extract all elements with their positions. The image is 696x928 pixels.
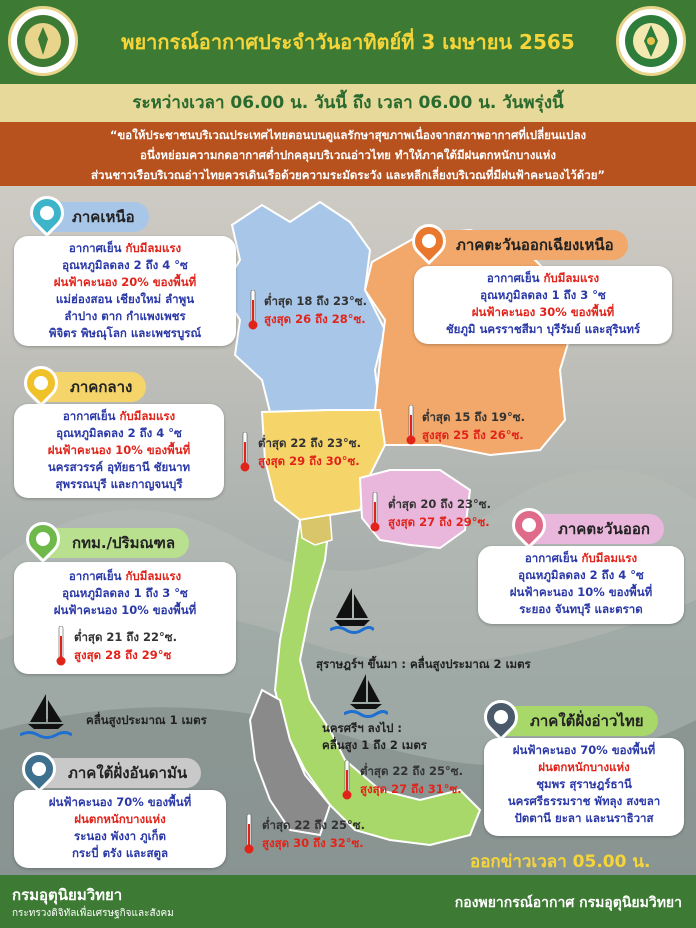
south-andaman-temp-high: สูงสุด 30 ถึง 32°ซ. [262, 836, 364, 850]
south-andaman-rain: ฝนฟ้าคะนอง 70% ของพื้นที่ [48, 795, 192, 809]
northeast-temps [422, 408, 525, 444]
north-temp-high: สูงสุด 26 ถึง 28°ซ. [264, 312, 366, 326]
advisory-notice [0, 122, 696, 186]
region-name: ภาคใต้ฝั่งอ่าวไทย [530, 712, 644, 730]
ministry-logo [8, 6, 78, 76]
thermometer-icon [406, 405, 416, 445]
northeast-temp-drop: อุณหภูมิลดลง 1 ถึง 3 °ซ [480, 288, 606, 302]
region-name: ภาคใต้ฝั่งอันดามัน [68, 764, 188, 782]
sea-gulf-lower [322, 720, 427, 754]
south-gulf-temps [360, 762, 463, 798]
south-gulf-temp-high: สูงสุด 27 ถึง 31°ซ. [360, 782, 462, 796]
south-gulf-provinces: ชุมพร สุราษฎร์ธานี [536, 777, 632, 791]
north-rain: ฝนฟ้าคะนอง 20% ของพื้นที่ [53, 275, 197, 289]
north-cold: อากาศเย็น [68, 241, 122, 255]
thermometer-icon [342, 760, 352, 800]
north-provinces: แม่ฮ่องสอน เชียงใหม่ ลำพูน [55, 292, 195, 306]
north-provinces: ลำปาง ตาก กำแพงเพชร [64, 309, 186, 323]
central-cold: อากาศเย็น [62, 409, 116, 423]
north-provinces: พิจิตร พิษณุโลก และเพชรบูรณ์ [48, 326, 202, 340]
footer-division: กองพยากรณ์อากาศ กรมอุตุนิยมวิทยา [454, 895, 682, 911]
region-name: ภาคตะวันออก [558, 520, 650, 538]
region-name: ภาคตะวันออกเฉียงเหนือ [456, 236, 614, 254]
northeast-wind: กับมีลมแรง [539, 271, 600, 285]
central-wind: กับมีลมแรง [115, 409, 176, 423]
north-card [14, 236, 236, 346]
sea-andaman: คลื่นสูงประมาณ 1 เมตร [86, 713, 207, 727]
advisory-line: “ขอให้ประชาชนบริเวณประเทศไทยตอนบนดูแลรักษาสุขภาพเนื่องจากสภาพอากาศที่เปลี่ยนแปลง [109, 128, 587, 142]
northeast-temp-high: สูงสุด 25 ถึง 26°ซ. [422, 428, 524, 442]
footer-org: กรมอุตุนิยมวิทยา [12, 886, 123, 904]
region-name: กทม./ปริมณฑล [72, 534, 176, 552]
central-temp-low: ต่ำสุด 22 ถึง 23°ซ. [258, 436, 361, 450]
ministry-emblem-icon [15, 13, 71, 69]
central-rain: ฝนฟ้าคะนอง 10% ของพื้นที่ [47, 443, 191, 457]
sea-gulf-upper: สุราษฎร์ฯ ขึ้นมา : คลื่นสูงประมาณ 2 เมตร [316, 657, 531, 671]
east-temps [388, 495, 491, 531]
sea-gulf-lower-label: นครศรีฯ ลงไป : [322, 721, 403, 735]
south-andaman-card [14, 790, 226, 868]
northeast-provinces: ชัยภูมิ นครราชสีมา บุรีรัมย์ และสุรินทร์ [445, 322, 641, 336]
sea-gulf-lower-wave: คลื่นสูง 1 ถึง 2 เมตร [322, 738, 427, 752]
south-andaman-provinces: กระบี่ ตรัง และสตูล [71, 846, 169, 860]
east-cold: อากาศเย็น [524, 551, 578, 565]
central-temps [258, 434, 361, 470]
thermometer-icon [244, 814, 254, 854]
sailboat-icon [20, 692, 72, 740]
tmd-emblem-icon [623, 13, 679, 69]
east-temp-low: ต่ำสุด 20 ถึง 23°ซ. [388, 497, 491, 511]
tmd-logo [616, 6, 686, 76]
east-card [478, 546, 684, 624]
region-name: ภาคเหนือ [72, 208, 135, 226]
footer-bar [0, 875, 696, 928]
advisory-line: ส่วนชาวเรือบริเวณอ่าวไทยควรเดินเรือด้วยความระมัดระวัง และหลีกเลี่ยงบริเวณที่มีฝนฟ้าคะนองไว้ด้วย” [91, 168, 605, 182]
northeast-card [414, 266, 672, 344]
south-andaman-temps [262, 816, 365, 852]
bangkok-temp-low: ต่ำสุด 21 ถึง 22°ซ. [74, 630, 177, 644]
bangkok-rain: ฝนฟ้าคะนอง 10% ของพื้นที่ [53, 603, 197, 617]
south-gulf-card [484, 738, 684, 836]
bangkok-temp-drop: อุณหภูมิลดลง 1 ถึง 3 °ซ [62, 586, 188, 600]
south-andaman-heavy-rain: ฝนตกหนักบางแห่ง [74, 812, 166, 826]
thermometer-icon [248, 290, 258, 330]
south-gulf-provinces: นครศรีธรรมราช พัทลุง สงขลา [507, 794, 661, 808]
central-card [14, 404, 224, 498]
sailboat-icon [344, 672, 388, 718]
bangkok-cold: อากาศเย็น [68, 569, 122, 583]
header-bar [0, 0, 696, 84]
bangkok-wind: กับมีลมแรง [121, 569, 182, 583]
south-gulf-provinces: ปัตตานี ยะลา และนราธิวาส [514, 811, 654, 825]
bangkok-temp-high: สูงสุด 28 ถึง 29°ซ [74, 648, 172, 662]
north-temp-drop: อุณหภูมิลดลง 2 ถึง 4 °ซ [62, 258, 188, 272]
sailboat-icon [330, 586, 374, 636]
page-title: พยากรณ์อากาศประจำวันอาทิตย์ที่ 3 เมษายน 2565 [121, 30, 575, 54]
central-provinces: สุพรรณบุรี และกาญจนบุรี [55, 477, 183, 491]
south-gulf-temp-low: ต่ำสุด 22 ถึง 25°ซ. [360, 764, 463, 778]
region-name: ภาคกลาง [70, 378, 133, 396]
central-temp-high: สูงสุด 29 ถึง 30°ซ. [258, 454, 360, 468]
footer-ministry: กระทรวงดิจิทัลเพื่อเศรษฐกิจและสังคม [12, 908, 174, 919]
issued-time: ออกข่าวเวลา 05.00 น. [470, 852, 651, 872]
thermometer-icon [240, 432, 250, 472]
east-wind: กับมีลมแรง [577, 551, 638, 565]
advisory-line: อนึ่งหย่อมความกดอากาศต่ำปกคลุมบริเวณอ่าวไทย ทำให้ภาคใต้มีฝนตกหนักบางแห่ง [140, 148, 556, 162]
east-rain: ฝนฟ้าคะนอง 10% ของพื้นที่ [509, 585, 653, 599]
northeast-cold: อากาศเย็น [486, 271, 540, 285]
south-andaman-temp-low: ต่ำสุด 22 ถึง 25°ซ. [262, 818, 365, 832]
thermometer-icon [370, 492, 380, 532]
south-gulf-heavy-rain: ฝนตกหนักบางแห่ง [538, 760, 630, 774]
northeast-temp-low: ต่ำสุด 15 ถึง 19°ซ. [422, 410, 525, 424]
north-temp-low: ต่ำสุด 18 ถึง 23°ซ. [264, 294, 367, 308]
east-temp-high: สูงสุด 27 ถึง 29°ซ. [388, 515, 490, 529]
forecast-period: ระหว่างเวลา 06.00 น. วันนี้ ถึง เวลา 06.00 น. วันพรุ่งนี้ [0, 84, 696, 122]
east-temp-drop: อุณหภูมิลดลง 2 ถึง 4 °ซ [518, 568, 644, 582]
north-wind: กับมีลมแรง [121, 241, 182, 255]
northeast-rain: ฝนฟ้าคะนอง 30% ของพื้นที่ [471, 305, 615, 319]
bangkok-temps [74, 628, 177, 664]
south-andaman-provinces: ระนอง พังงา ภูเก็ต [74, 829, 166, 843]
thermometer-icon [56, 626, 66, 666]
north-temps [264, 292, 367, 328]
east-provinces: ระยอง จันทบุรี และตราด [519, 602, 643, 616]
south-gulf-rain: ฝนฟ้าคะนอง 70% ของพื้นที่ [512, 743, 656, 757]
region-tag-northeast [414, 230, 628, 260]
central-temp-drop: อุณหภูมิลดลง 2 ถึง 4 °ซ [56, 426, 182, 440]
central-provinces: นครสวรรค์ อุทัยธานี ชัยนาท [47, 460, 191, 474]
